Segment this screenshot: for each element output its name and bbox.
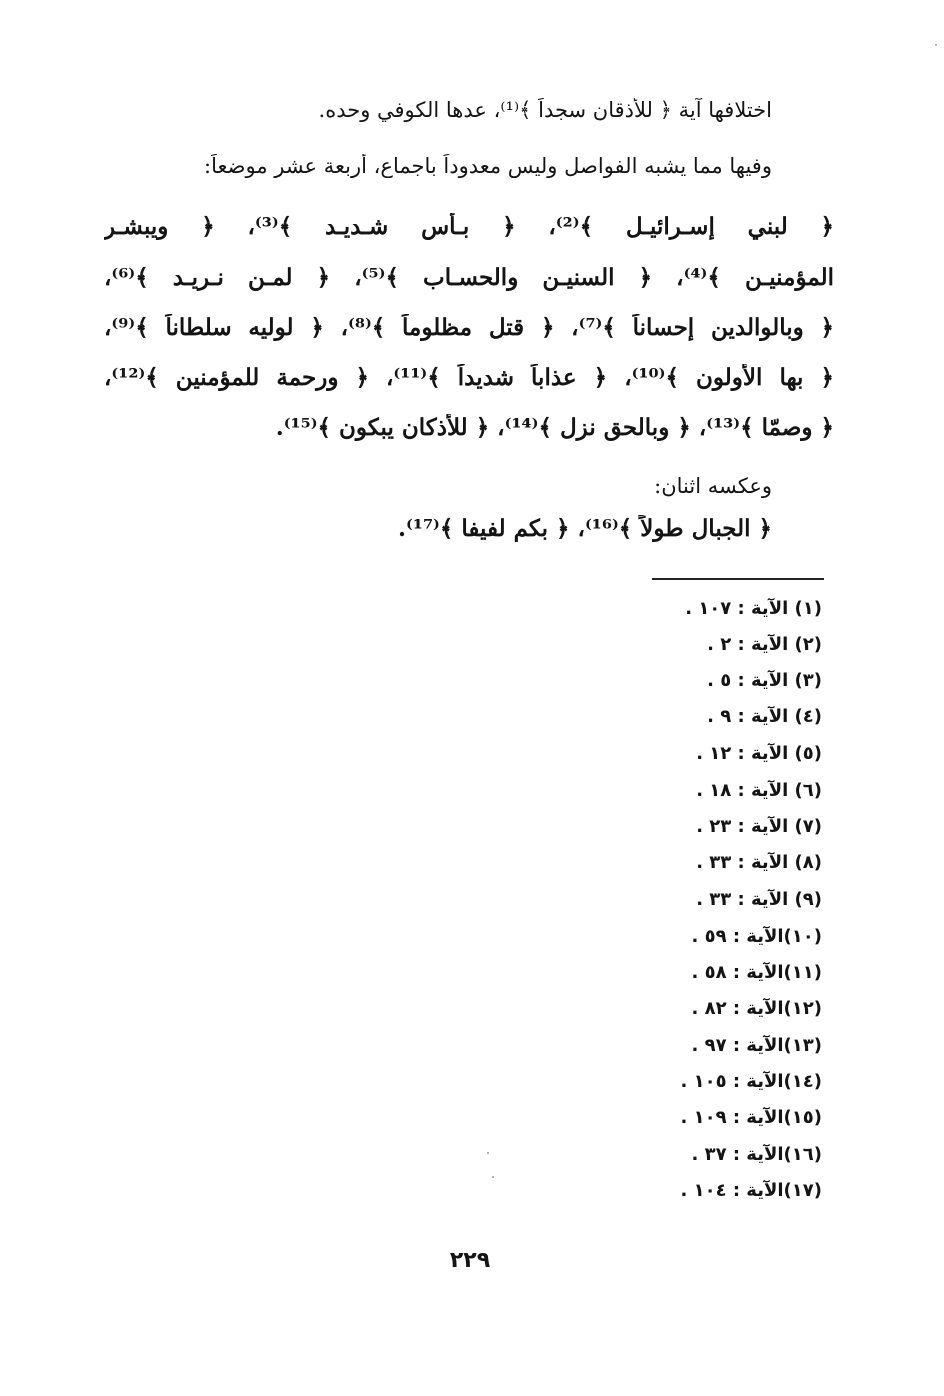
footnote-1: (١) الآية : ١٠٧ .	[685, 598, 822, 619]
reverse-verses: ﴿ الجبال طولاً ﴾⁽¹⁶⁾، ﴿ بكم لفيفا ﴾⁽¹⁷⁾.	[398, 515, 772, 542]
intro-line-1: اختلافها آية ﴿ للأذقان سجداً ﴾⁽¹⁾، عدها الكوفي وحده.	[318, 98, 772, 122]
footnote-13: (١٣)الآية : ٩٧ .	[691, 1035, 822, 1056]
paper-speck	[935, 44, 937, 46]
page-number: ٢٢٩	[449, 1248, 491, 1273]
footnote-7: (٧) الآية : ٢٣ .	[696, 816, 822, 837]
paper-speck	[487, 1152, 489, 1154]
footnote-15: (١٥)الآية : ١٠٩ .	[680, 1107, 822, 1128]
footnote-4: (٤) الآية : ٩ .	[707, 706, 822, 727]
footnote-10: (١٠)الآية : ٥٩ .	[691, 926, 822, 947]
footnote-16: (١٦)الآية : ٣٧ .	[691, 1144, 822, 1165]
intro-line-2: وفيها مما يشبه الفواصل وليس معدوداً باجماع، أربعة عشر موضعاً:	[204, 154, 772, 178]
footnote-2: (٢) الآية : ٢ .	[707, 634, 822, 655]
verses-line-3: ﴿ وبالوالدين إحساناً ﴾⁽⁷⁾، ﴿ قتل مظلوماً ﴾⁽⁸⁾، ﴿ لوليه سلطاناً ﴾⁽⁹⁾،	[104, 314, 834, 341]
footnote-5: (٥) الآية : ١٢ .	[696, 743, 822, 764]
footnote-11: (١١)الآية : ٥٨ .	[691, 962, 822, 983]
footnote-14: (١٤)الآية : ١٠٥ .	[680, 1071, 822, 1092]
verses-line-4: ﴿ بها الأولون ﴾⁽¹⁰⁾، ﴿ عذاباً شديداً ﴾⁽¹¹⁾، ﴿ ورحمة للمؤمنين ﴾⁽¹²⁾،	[104, 364, 834, 391]
verses-line-5: ﴿ وصمّا ﴾⁽¹³⁾، ﴿ وبالحق نزل ﴾⁽¹⁴⁾، ﴿ للأذكان يبكون ﴾⁽¹⁵⁾.	[275, 414, 834, 441]
footnote-8: (٨) الآية : ٣٣ .	[696, 852, 822, 873]
footnote-9: (٩) الآية : ٣٣ .	[696, 889, 822, 910]
footnote-divider	[652, 578, 824, 580]
verses-line-1: ﴿ لبني إسـرائيـل ﴾⁽²⁾، ﴿ بـأس شـديـد ﴾⁽³⁾، ﴿ ويبشـر	[104, 213, 834, 240]
footnote-17: (١٧)الآية : ١٠٤ .	[680, 1180, 822, 1201]
footnote-12: (١٢)الآية : ٨٢ .	[691, 998, 822, 1019]
reverse-heading: وعكسه اثنان:	[654, 474, 772, 498]
footnote-6: (٦) الآية : ١٨ .	[696, 780, 822, 801]
paper-speck	[492, 1176, 494, 1178]
footnote-3: (٣) الآية : ٥ .	[707, 670, 822, 691]
verses-line-2: المؤمنيـن ﴾⁽⁴⁾، ﴿ السنيـن والحسـاب ﴾⁽⁵⁾، ﴿ لمـن نـريـد ﴾⁽⁶⁾،	[104, 264, 834, 291]
